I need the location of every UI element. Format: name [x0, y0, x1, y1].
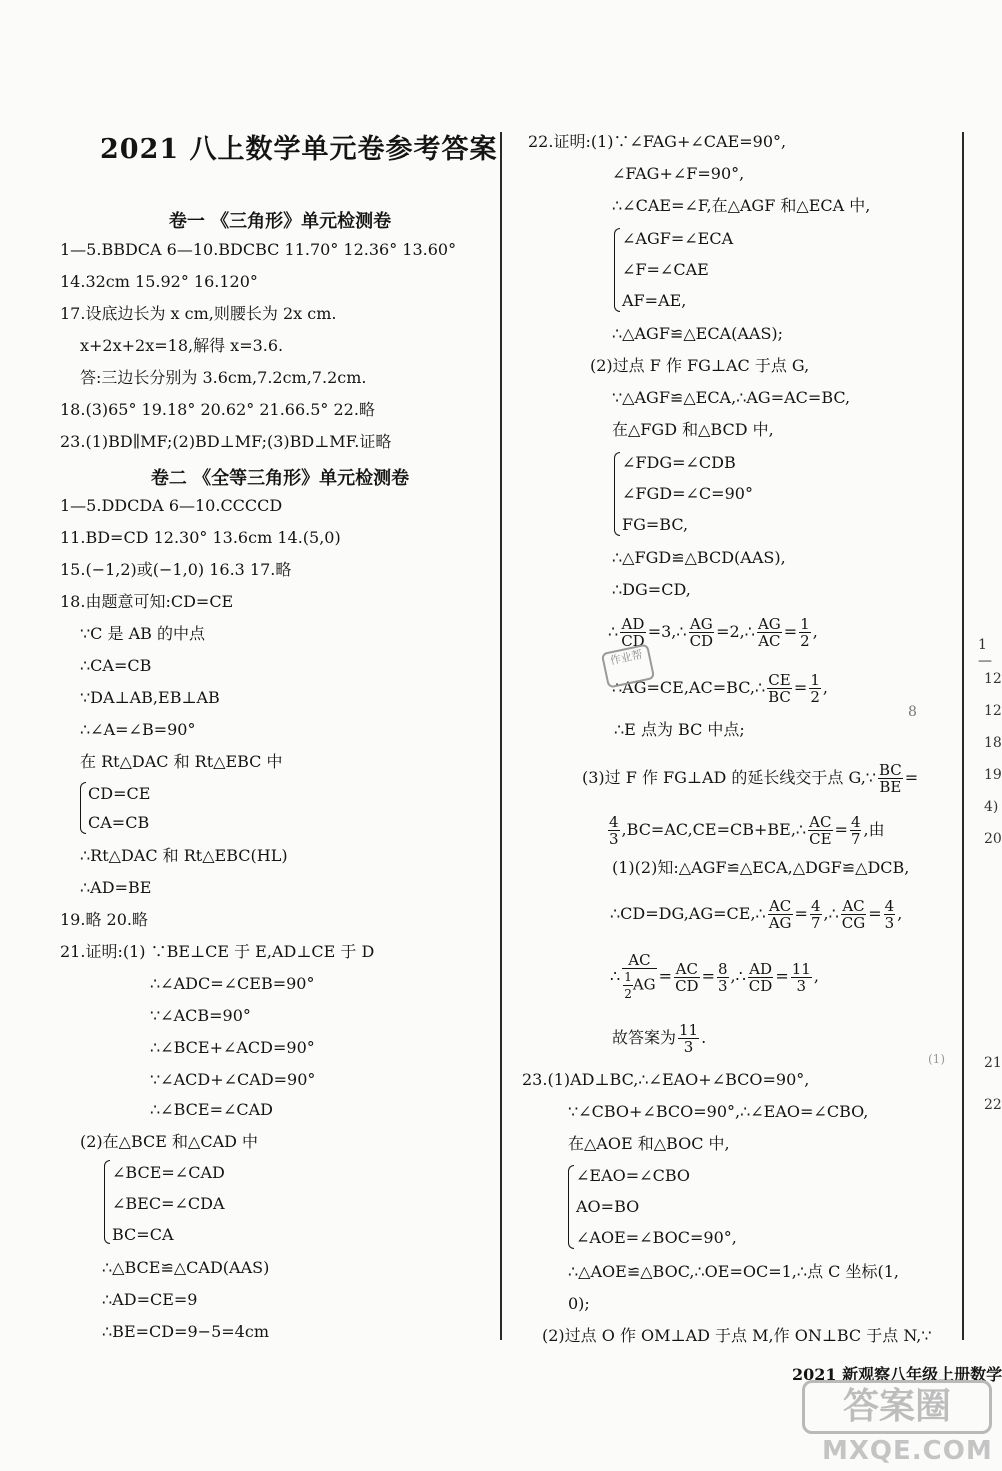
fraction: [841, 898, 866, 931]
answer-line: ∴DG=CD,: [612, 580, 691, 599]
answer-line: ∵DA⊥AB,EB⊥AB: [80, 688, 220, 707]
math-text: 故答案为: [612, 1028, 677, 1047]
answer-line: ∴CA=CB: [80, 656, 152, 675]
answer-line: (2)在△BCE 和△CAD 中: [80, 1132, 259, 1151]
numerator: AC: [842, 897, 865, 915]
math-text: ∴: [608, 622, 619, 641]
right-edge-divider: [962, 132, 964, 1340]
side-fragment: 12: [984, 703, 1002, 719]
section-heading-1: 卷一 《三角形》单元检测卷: [168, 211, 392, 232]
answer-line: AF=AE,: [622, 291, 687, 310]
stamp-mark: 作业帮: [601, 643, 655, 688]
fraction: [878, 762, 903, 795]
math-text: =: [834, 820, 848, 839]
answer-line: 在△FGD 和△BCD 中,: [612, 420, 774, 439]
denominator: 3: [796, 976, 807, 995]
math-text: ,由: [863, 820, 885, 839]
math-text: ,: [822, 678, 828, 697]
denominator: 3: [717, 976, 728, 995]
math-text: =3,∴: [647, 622, 687, 641]
math-text: ,: [813, 966, 819, 986]
answer-line: 19.略 20.略: [60, 910, 148, 929]
footer-text: 2021 新观察八年级上册数学: [792, 1365, 1002, 1384]
numerator: 1: [624, 970, 632, 984]
answer-line: 在 Rt△DAC 和 Rt△EBC 中: [80, 752, 283, 771]
fraction: [884, 898, 896, 931]
answer-line: ∴∠BCE=∠CAD: [150, 1100, 273, 1119]
answer-line: 1—5.BBDCA 6—10.BDCBC 11.70° 12.36° 13.60°: [60, 240, 457, 259]
denominator: 3: [609, 830, 619, 848]
answer-line: ∴△BCE≌△CAD(AAS): [102, 1258, 270, 1277]
answer-line: (1)(2)知:△AGF≌△ECA,△DGF≌△DCB,: [612, 858, 910, 877]
fraction: [808, 814, 832, 847]
numerator: CE: [768, 671, 791, 689]
math-text: =: [783, 622, 798, 641]
answer-line: 21.证明:(1) ∵BE⊥CE 于 E,AD⊥CE 于 D: [60, 942, 375, 961]
answer-line: ∴∠A=∠B=90°: [80, 720, 196, 739]
denominator: AC: [758, 632, 781, 650]
brace: [104, 1160, 110, 1244]
denominator: BE: [879, 778, 902, 796]
numerator: 11: [791, 959, 811, 978]
answer-line: 11.BD=CD 12.30° 13.6cm 14.(5,0): [60, 528, 341, 547]
math-text: ∴: [610, 966, 621, 986]
numerator: AC: [675, 959, 698, 978]
fraction: [791, 961, 812, 994]
answer-line: ∠FAG+∠F=90°,: [612, 164, 745, 183]
answer-line: ∴∠CAE=∠F,在△AGF 和△ECA 中,: [612, 196, 871, 215]
math-text: ,∴: [823, 904, 839, 923]
math-text: =: [775, 966, 789, 986]
denominator: 2: [624, 987, 632, 1001]
fraction: [608, 814, 620, 847]
denominator: AG: [768, 914, 792, 932]
denominator: 3: [683, 1038, 694, 1056]
fraction: [622, 952, 656, 1002]
denominator: 7: [810, 914, 821, 932]
answer-line: ∠FGD=∠C=90°: [622, 484, 753, 503]
margin-mark: (1): [928, 1052, 945, 1066]
numerator: AC: [809, 813, 832, 831]
numerator: AD: [749, 959, 772, 978]
numerator: AG: [689, 615, 713, 633]
math-text: ,∴: [730, 966, 746, 986]
answer-line: 18.由题意可知:CD=CE: [60, 592, 234, 611]
numerator: 4: [609, 813, 619, 831]
side-fragment: 20: [984, 831, 1002, 847]
math-text: =: [701, 966, 715, 986]
answer-line: ∴△FGD≌△BCD(AAS),: [612, 548, 786, 567]
answer-line: ∴△AGF≌△ECA(AAS);: [612, 324, 784, 343]
math-text: =: [904, 768, 919, 787]
answer-line: ∴E 点为 BC 中点;: [614, 720, 745, 739]
math-text: ∴CD=DG,AG=CE,∴: [610, 904, 766, 923]
denominator: CD: [621, 632, 645, 650]
denominator: CE: [809, 830, 832, 848]
answer-line: CD=CE: [88, 784, 151, 803]
denominator: 3: [884, 914, 895, 932]
fraction: [810, 898, 822, 931]
fraction: [767, 672, 792, 705]
numerator: 4: [810, 897, 821, 915]
answer-line: ∠BCE=∠CAD: [112, 1163, 225, 1182]
answer-line: ∵∠ACD+∠CAD=90°: [150, 1070, 316, 1089]
answer-line: 23.(1)AD⊥BC,∴∠EAO+∠BCO=90°,: [522, 1070, 810, 1089]
answer-line: 0);: [568, 1294, 590, 1313]
answer-line: 答:三边长分别为 3.6cm,7.2cm,7.2cm.: [80, 368, 367, 387]
fraction-line: [582, 762, 918, 795]
answer-line: 在△AOE 和△BOC 中,: [568, 1134, 730, 1153]
math-text: =: [794, 904, 808, 923]
answer-line: CA=CB: [88, 813, 150, 832]
answer-line: ∴BE=CD=9−5=4cm: [102, 1322, 269, 1341]
answer-line: AO=BO: [576, 1197, 640, 1216]
answer-line: ∠FDG=∠CDB: [622, 453, 736, 472]
answer-line: ∠F=∠CAE: [622, 260, 709, 279]
answer-line: (2)过点 O 作 OM⊥AD 于点 M,作 ON⊥BC 于点 N,∵: [542, 1326, 932, 1345]
fraction-line: [612, 1022, 706, 1055]
side-fragment: 18: [984, 735, 1002, 751]
answer-line: 18.(3)65° 19.18° 20.62° 21.66.5° 22.略: [60, 400, 375, 419]
fraction-line: [610, 898, 902, 931]
answer-line: 15.(−1,2)或(−1,0) 16.3 17.略: [60, 560, 292, 579]
side-fragment: 4): [984, 799, 999, 815]
answer-line: (2)过点 F 作 FG⊥AC 于点 G,: [590, 356, 810, 375]
brace: [614, 452, 620, 536]
fraction: [768, 898, 793, 931]
fraction: [678, 1022, 699, 1055]
numerator: 1: [810, 671, 820, 689]
answer-line: ∴∠BCE+∠ACD=90°: [150, 1038, 315, 1057]
side-fragment: 19: [984, 767, 1002, 783]
denominator: 2: [810, 688, 820, 706]
brace: [80, 782, 86, 834]
numerator: AG: [757, 615, 781, 633]
math-text: ∴AG=CE,AC=BC,∴: [612, 678, 766, 697]
side-fragment: 21: [984, 1055, 1002, 1071]
side-fragment: 22: [984, 1097, 1002, 1113]
numerator: AD: [621, 615, 645, 633]
fraction: [748, 961, 774, 994]
numerator: AC: [768, 897, 792, 915]
math-text: =2,∴: [716, 622, 755, 641]
denominator: CD: [748, 976, 773, 995]
answer-line: x+2x+2x=18,解得 x=3.6.: [80, 336, 284, 355]
answer-line: ∠EAO=∠CBO: [576, 1166, 690, 1185]
fraction: [717, 961, 729, 994]
watermark-logo: 答案圈: [802, 1380, 992, 1434]
brace: [614, 228, 620, 312]
math-text: ,: [812, 622, 818, 641]
denominator: 2: [800, 632, 810, 650]
numerator: 1: [800, 615, 810, 633]
margin-mark: 8: [908, 704, 917, 720]
numerator: 4: [884, 897, 895, 915]
fraction: [623, 969, 633, 1002]
answer-line: ∴AD=BE: [80, 878, 152, 897]
numerator: AC: [622, 952, 656, 969]
answer-line: FG=BC,: [622, 515, 689, 534]
answer-line: 14.32cm 15.92° 16.120°: [60, 272, 258, 291]
fraction: [850, 814, 862, 847]
side-fragment: 1—: [978, 637, 992, 669]
answer-line: ∵△AGF≌△ECA,∴AG=AC=BC,: [612, 388, 851, 407]
numerator: 11: [679, 1021, 699, 1039]
math-text: AG: [632, 975, 656, 994]
math-text: =: [658, 966, 673, 986]
denominator: BC: [768, 688, 791, 706]
math-text: ,: [897, 904, 903, 923]
denominator: 7: [850, 830, 861, 848]
brace: [568, 1165, 574, 1249]
denominator: CD: [689, 632, 714, 650]
answer-line: 22.证明:(1)∵∠FAG+∠CAE=90°,: [528, 132, 787, 151]
math-text: =: [793, 678, 808, 697]
answer-line: ∴Rt△DAC 和 Rt△EBC(HL): [80, 846, 288, 865]
watermark-url: MXQE.COM: [822, 1436, 993, 1466]
answer-line: ∵C 是 AB 的中点: [80, 624, 205, 643]
fraction: [689, 616, 715, 649]
denominator: [622, 969, 656, 1002]
fraction: [799, 616, 811, 649]
answer-line: ∵∠CBO+∠BCO=90°,∴∠EAO=∠CBO,: [568, 1102, 869, 1121]
answer-line: ∴AD=CE=9: [102, 1290, 198, 1309]
answer-line: ∴△AOE≌△BOC,∴OE=OC=1,∴点 C 坐标(1,: [568, 1262, 899, 1281]
answer-line: 23.(1)BD∥MF;(2)BD⊥MF;(3)BD⊥MF.证略: [60, 432, 392, 451]
fraction-line: [610, 952, 819, 1002]
fraction: [757, 616, 782, 649]
math-text: ,BC=AC,CE=CB+BE,∴: [621, 820, 807, 839]
answer-line: BC=CA: [112, 1225, 174, 1244]
math-text: .: [701, 1028, 707, 1047]
answer-line: 1—5.DDCDA 6—10.CCCCD: [60, 496, 283, 515]
side-fragment: 12: [984, 671, 1002, 687]
numerator: 8: [717, 959, 728, 978]
section-heading-2: 卷二 《全等三角形》单元检测卷: [150, 468, 410, 489]
fraction: [674, 961, 700, 994]
answer-line: 17.设底边长为 x cm,则腰长为 2x cm.: [60, 304, 337, 323]
watermark: [782, 1378, 1000, 1471]
math-text: =: [868, 904, 882, 923]
answer-line: ∠AOE=∠BOC=90°,: [576, 1228, 737, 1247]
answer-line: ∠AGF=∠ECA: [622, 229, 734, 248]
numerator: BC: [879, 761, 902, 779]
denominator: CG: [841, 914, 866, 932]
fraction: [809, 672, 821, 705]
numerator: 4: [850, 813, 861, 831]
column-divider: [500, 132, 502, 1340]
fraction-line: [606, 814, 885, 847]
answer-line: ∵∠ACB=90°: [150, 1006, 251, 1025]
answer-line: ∴∠ADC=∠CEB=90°: [150, 974, 315, 993]
page-title: 2021 八上数学单元卷参考答案: [100, 134, 498, 165]
math-text: (3)过 F 作 FG⊥AD 的延长线交于点 G,∵: [582, 768, 876, 787]
answer-line: ∠BEC=∠CDA: [112, 1194, 225, 1213]
denominator: CD: [675, 976, 699, 995]
